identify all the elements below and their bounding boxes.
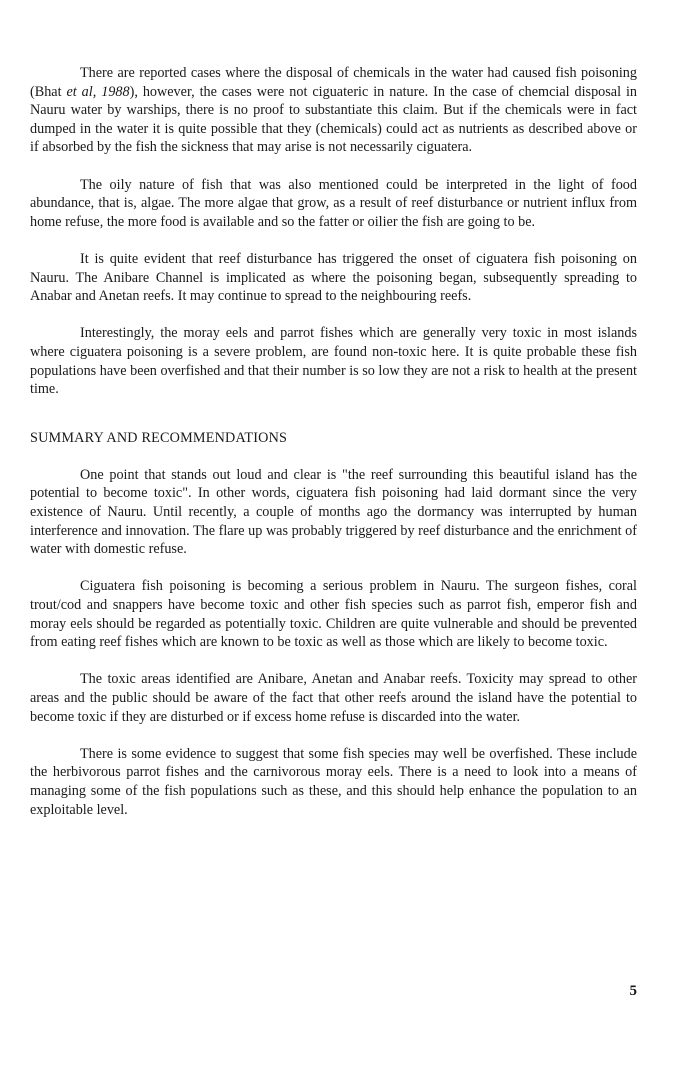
paragraph-text: There are reported cases where the disposal of chemicals in the water had caused fish poisoning (Bhat: [30, 65, 637, 100]
paragraph-chemical-disposal: [30, 64, 637, 157]
paragraph-summary-2: Ciguatera fish poisoning is becoming a serious problem in Nauru. The surgeon fishes, coral trout/cod and snappers have become toxic and other fish species such as parrot fish, emperor fish and moray eels should be regarded as potentially toxic. Children are quite vulnerable and should be prevented from eating reef fishes which are known to be toxic as well as those which are likely to become toxic.: [30, 578, 637, 651]
paragraph-moray-parrot: Interestingly, the moray eels and parrot fishes which are generally very toxic in most islands where ciguatera poisoning is a severe problem, are found non-toxic here. It is quite probable these fish populations have been overfished and that their number is so low they are not a risk to health at the present time.: [30, 325, 637, 398]
paragraph-text: ), however, the cases were not ciguateric in nature. In the case of chemcial disposal in Nauru water by warships, there is no proof to substantiate this claim. But if the chemicals were in fact dumped in the water it is quite possible that they (chemicals) could act as nutrients as described above or if absorbed by the fish the sickness that may arise is not necessarily ciguatera.: [30, 83, 637, 156]
section-heading: SUMMARY AND RECOMMENDATIONS: [30, 429, 288, 446]
paragraph-summary-3: The toxic areas identified are Anibare, Anetan and Anabar reefs. Toxicity may spread to other areas and the public should be aware of the fact that other reefs around the island have the potential to become toxic if they are disturbed or if excess home refuse is discarded into the water.: [30, 671, 637, 725]
page-number: 5: [629, 983, 637, 999]
paragraph-summary-1: One point that stands out loud and clear is "the reef surrounding this beautiful island has the potential to become toxic". In other words, ciguatera fish poisoning had laid dormant since the very existence of Nauru. Until recently, a couple of months ago the dormancy was interrupted by human interference and innovation. The flare up was probably triggered by reef disturbance and the enrichment of water with domestic refuse.: [30, 466, 637, 558]
paragraph-reef-disturbance: It is quite evident that reef disturbance has triggered the onset of ciguatera fish poisoning on Nauru. The Anibare Channel is implicated as where the poisoning began, subsequently spreading to Anabar and Anetan reefs. It may continue to spread to the neighbouring reefs.: [30, 250, 637, 305]
citation-italic: et al, 1988: [66, 83, 130, 100]
page-body: [30, 64, 637, 838]
paragraph-summary-4: There is some evidence to suggest that some fish species may well be overfished. These include the herbivorous parrot fishes and the carnivorous moray eels. There is a need to look into a means of managing some of the fish populations such as these, and this should help enhance the population to an exploitable level.: [30, 745, 637, 818]
paragraph-oily-fish: The oily nature of fish that was also mentioned could be interpreted in the light of food abundance, that is, algae. The more algae that grow, as a result of reef disturbance or nutrient influx from home refuse, the more food is available and so the fatter or oilier the fish are going to be.: [30, 176, 637, 230]
